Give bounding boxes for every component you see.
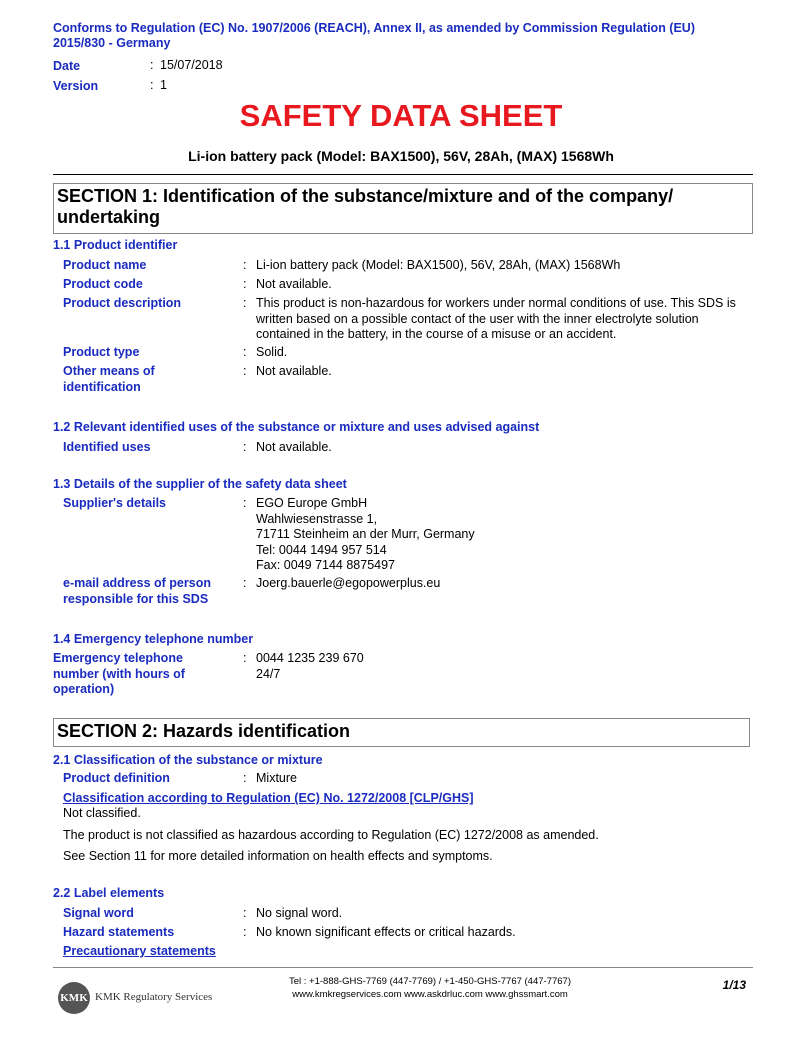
statement-2: See Section 11 for more detailed information on health effects and symptoms. — [63, 849, 493, 863]
colon: : — [243, 277, 247, 291]
other-means-value: Not available. — [256, 364, 332, 378]
date-value: 15/07/2018 — [160, 58, 223, 72]
version-colon: : — [150, 78, 154, 92]
subsection-1-2: 1.2 Relevant identified uses of the substance or mixture and uses advised against — [53, 420, 540, 434]
logo-text: KMK Regulatory Services — [95, 991, 213, 1003]
subsection-1-3: 1.3 Details of the supplier of the safety data sheet — [53, 477, 347, 491]
classification-link[interactable]: Classification according to Regulation (EC) No. 1272/2008 [CLP/GHS] — [63, 791, 474, 805]
identified-uses-value: Not available. — [256, 440, 332, 454]
product-type-label: Product type — [63, 345, 140, 359]
section1-heading: SECTION 1: Identification of the substance/mixture and of the company/ undertaking — [53, 183, 753, 234]
precautionary-statements-link[interactable]: Precautionary statements — [63, 944, 216, 958]
colon: : — [243, 576, 247, 590]
colon: : — [243, 364, 247, 378]
page-number: 1/13 — [722, 978, 746, 992]
regulation-header: Conforms to Regulation (EC) No. 1907/2006 (REACH), Annex II, as amended by Commission Regulation (EU) 2015/830 - Germany — [53, 21, 695, 50]
kmk-logo-icon: KMK — [58, 982, 90, 1014]
product-code-label: Product code — [63, 277, 143, 291]
footer-divider — [53, 967, 753, 968]
supplier-label: Supplier's details — [63, 496, 167, 510]
product-description-value: This product is non-hazardous for workers under normal conditions of use. This SDS is written based on a possible contact of the user with the inner electrolyte solution contained in the battery, in the course of a misuse or an accident. — [256, 296, 736, 341]
product-type-value: Solid. — [256, 345, 288, 359]
subsection-2-1: 2.1 Classification of the substance or mixture — [53, 753, 323, 767]
email-label: e-mail address of person responsible for this SDS — [63, 576, 211, 606]
product-title: Li-ion battery pack (Model: BAX1500), 56V, 28Ah, (MAX) 1568Wh — [188, 148, 614, 164]
product-code-value: Not available. — [256, 277, 332, 291]
page-title: SAFETY DATA SHEET — [239, 98, 563, 133]
date-colon: : — [150, 58, 154, 72]
signal-word-label: Signal word — [63, 906, 134, 920]
colon: : — [243, 651, 247, 665]
colon: : — [243, 258, 247, 272]
colon: : — [243, 771, 247, 785]
colon: : — [243, 906, 247, 920]
hazard-statements-label: Hazard statements — [63, 925, 175, 939]
footer-web[interactable]: www.kmkregservices.com www.askdrluc.com www.ghssmart.com — [292, 989, 568, 1000]
emergency-label: Emergency telephone number (with hours of operation) — [53, 651, 185, 696]
signal-word-value: No signal word. — [256, 906, 343, 920]
colon: : — [243, 925, 247, 939]
colon: : — [243, 345, 247, 359]
product-description-label: Product description — [63, 296, 182, 310]
colon: : — [243, 496, 247, 510]
product-name-value: Li-ion battery pack (Model: BAX1500), 56V, 28Ah, (MAX) 1568Wh — [256, 258, 621, 272]
other-means-label: Other means of identification — [63, 364, 155, 394]
version-value: 1 — [160, 78, 167, 92]
version-label: Version — [53, 79, 99, 93]
emergency-value: 0044 1235 239 670 24/7 — [256, 651, 364, 681]
hazard-statements-value: No known significant effects or critical hazards. — [256, 925, 516, 939]
footer-tel: Tel : +1-888-GHS-7769 (447-7769) / +1-450-GHS-7767 (447-7767) — [289, 976, 571, 987]
colon: : — [243, 296, 247, 310]
not-classified-text: Not classified. — [63, 806, 141, 820]
subsection-1-4: 1.4 Emergency telephone number — [53, 632, 254, 646]
subsection-2-2: 2.2 Label elements — [53, 886, 165, 900]
date-label: Date — [53, 59, 81, 73]
identified-uses-label: Identified uses — [63, 440, 151, 454]
product-definition-value: Mixture — [256, 771, 297, 785]
supplier-value: EGO Europe GmbH Wahlwiesenstrasse 1, 71711 Steinheim an der Murr, Germany Tel: 0044 1494 957 514 Fax: 0049 7144 8875497 — [256, 496, 475, 572]
section2-heading: SECTION 2: Hazards identification — [53, 718, 750, 747]
title-divider — [53, 174, 753, 175]
email-value[interactable]: Joerg.bauerle@egopowerplus.eu — [256, 576, 441, 590]
colon: : — [243, 440, 247, 454]
product-name-label: Product name — [63, 258, 147, 272]
product-definition-label: Product definition — [63, 771, 170, 785]
statement-1: The product is not classified as hazardous according to Regulation (EC) 1272/2008 as amended. — [63, 828, 599, 842]
subsection-1-1: 1.1 Product identifier — [53, 238, 178, 252]
